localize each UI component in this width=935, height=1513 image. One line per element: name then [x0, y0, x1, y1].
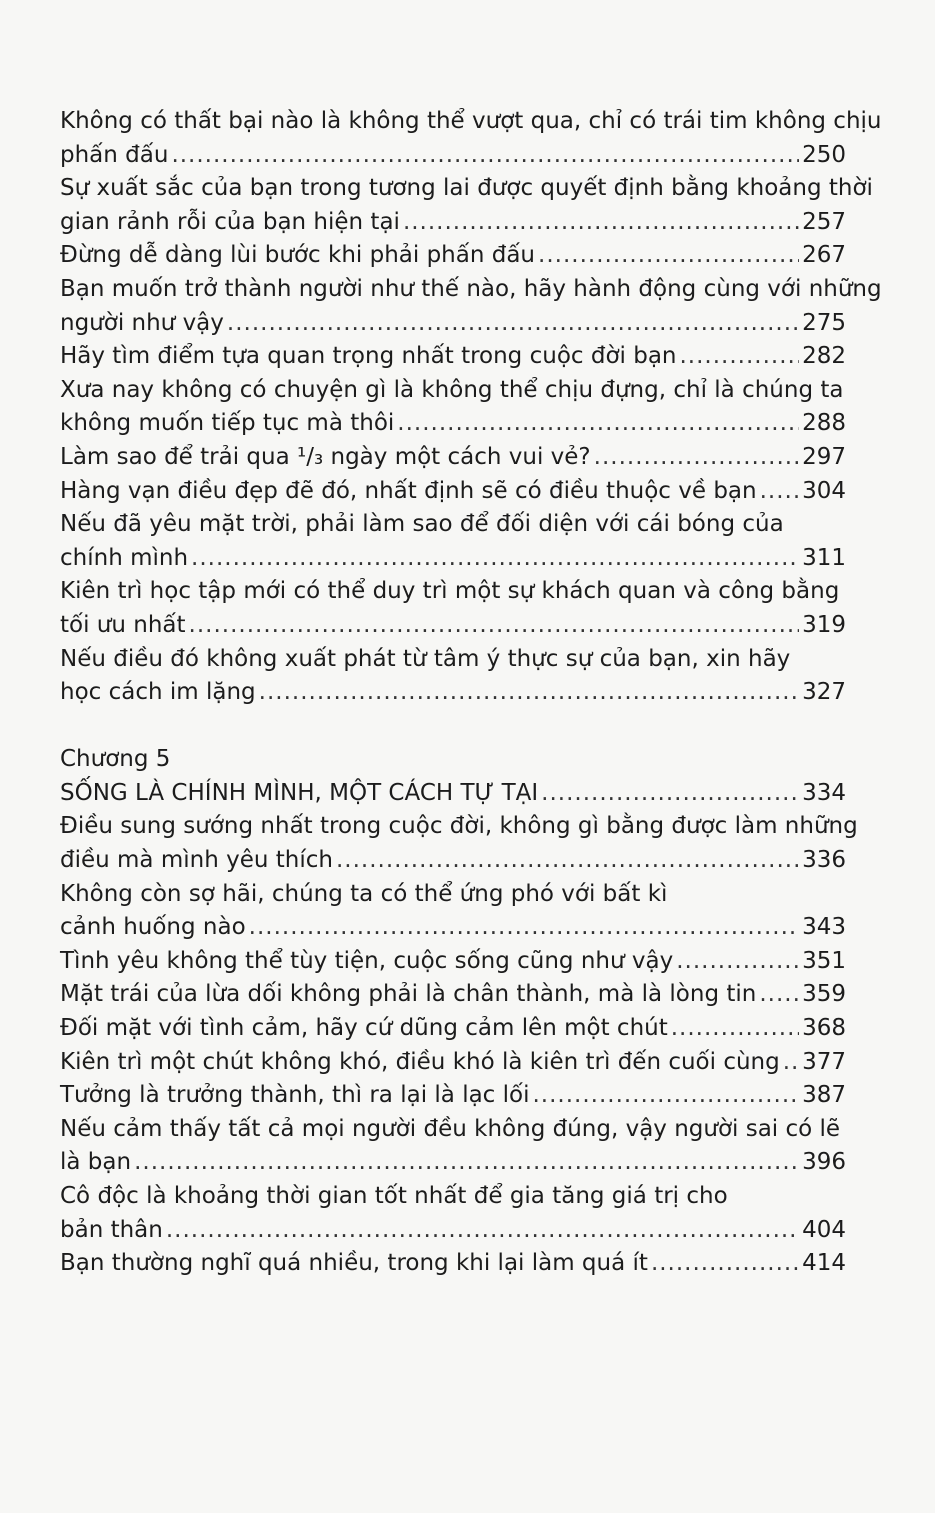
dot-leader — [336, 844, 799, 878]
toc-entry-line — [60, 1146, 846, 1180]
dot-leader — [783, 1046, 799, 1080]
page-number: 288 — [802, 410, 846, 437]
page-number: 336 — [802, 847, 846, 874]
toc-entry-line — [60, 575, 846, 609]
toc-entry-line — [60, 978, 846, 1012]
page-number: 377 — [802, 1048, 846, 1075]
toc-entry — [60, 508, 846, 575]
chapter-title: SỐNG LÀ CHÍNH MÌNH, MỘT CÁCH TỰ TẠI — [60, 779, 539, 806]
toc-entry-line — [60, 542, 846, 576]
page-number: 282 — [802, 343, 846, 370]
toc-entry — [60, 945, 846, 979]
page-number: 343 — [802, 914, 846, 941]
page-number: 257 — [802, 208, 846, 235]
toc-entry-title: Cô độc là khoảng thời gian tốt nhất để gia tăng giá trị cho — [60, 1183, 728, 1209]
page-number: 327 — [802, 679, 846, 706]
toc-entry — [60, 172, 873, 239]
dot-leader — [671, 1012, 799, 1046]
toc-entry-title: Đối mặt với tình cảm, hãy cứ dũng cảm lên một chút — [60, 1015, 668, 1042]
toc-entry-line — [60, 239, 846, 273]
table-of-contents — [60, 105, 882, 1281]
toc-entry — [60, 1079, 846, 1113]
page-number: 267 — [802, 242, 846, 269]
toc-entry-title: Làm sao để trải qua ¹/₃ ngày một cách vui vẻ? — [60, 443, 591, 470]
toc-entry-line — [60, 307, 846, 341]
toc-entry-title: Xưa nay không có chuyện gì là không thể chịu đựng, chỉ là chúng ta — [60, 376, 844, 403]
dot-leader — [680, 340, 800, 374]
dot-leader — [189, 609, 800, 643]
toc-entry — [60, 643, 846, 710]
toc-entry-title: Nếu cảm thấy tất cả mọi người đều không đúng, vậy người sai có lẽ — [60, 1115, 841, 1142]
toc-entry-line — [60, 676, 846, 710]
page-number: 414 — [802, 1250, 846, 1277]
toc-entry-title: không muốn tiếp tục mà thôi — [60, 410, 395, 437]
toc-entry-line — [60, 945, 846, 979]
page-number: 250 — [802, 141, 846, 168]
toc-entry-line — [60, 911, 846, 945]
page-number: 404 — [802, 1216, 846, 1243]
toc-entry-title: phấn đấu — [60, 141, 169, 168]
toc-entry — [60, 374, 846, 441]
toc-entry — [60, 810, 858, 877]
dot-leader — [191, 542, 799, 576]
dot-leader — [227, 307, 799, 341]
toc-entry — [60, 441, 846, 475]
toc-entry-title: Bạn muốn trở thành người như thế nào, hãy hành động cùng với những — [60, 275, 882, 302]
toc-entry — [60, 1046, 846, 1080]
toc-entry-line — [60, 374, 846, 408]
dot-leader — [166, 1214, 799, 1248]
toc-entry-line — [60, 1012, 846, 1046]
toc-entry-title: Hãy tìm điểm tựa quan trọng nhất trong cuộc đời bạn — [60, 343, 677, 370]
toc-entry-title: học cách im lặng — [60, 679, 256, 706]
toc-entry-line — [60, 643, 846, 677]
toc-entry-title: cảnh huống nào — [60, 914, 246, 941]
dot-leader — [651, 1247, 799, 1281]
dot-leader — [259, 676, 799, 710]
toc-entry-title: Mặt trái của lừa dối không phải là chân thành, mà là lòng tin — [60, 981, 757, 1008]
toc-entry — [60, 1113, 846, 1180]
toc-entry-line — [60, 1247, 846, 1281]
dot-leader — [249, 911, 799, 945]
toc-entry-line — [60, 609, 846, 643]
toc-entry-title: tối ưu nhất — [60, 611, 186, 638]
toc-entry — [60, 239, 846, 273]
dot-leader — [676, 945, 799, 979]
toc-section — [60, 105, 882, 710]
toc-entry-title: Kiên trì học tập mới có thể duy trì một sự khách quan và công bằng — [60, 578, 840, 605]
toc-entry-line — [60, 878, 846, 912]
toc-entry-title: Không có thất bại nào là không thể vượt qua, chỉ có trái tim không chịu — [60, 108, 882, 134]
toc-entry — [60, 475, 846, 509]
toc-entry — [60, 340, 846, 374]
toc-entry — [60, 1012, 846, 1046]
toc-entry-title: Nếu đã yêu mặt trời, phải làm sao để đối diện với cái bóng của — [60, 511, 784, 538]
chapter-page-number: 334 — [802, 779, 846, 806]
toc-entry-line — [60, 810, 858, 844]
toc-entry-line — [60, 206, 846, 240]
dot-leader — [538, 239, 799, 273]
page-number: 297 — [802, 443, 846, 470]
toc-entry-line — [60, 1180, 846, 1214]
toc-entry-title: Nếu điều đó không xuất phát từ tâm ý thực sự của bạn, xin hãy — [60, 645, 791, 672]
toc-entry-title: là bạn — [60, 1149, 132, 1176]
toc-entry-line — [60, 1214, 846, 1248]
toc-entry-title: bản thân — [60, 1216, 163, 1243]
toc-entry — [60, 878, 846, 945]
dot-leader — [533, 1079, 800, 1113]
toc-entry-title: người như vậy — [60, 309, 224, 336]
page-number: 311 — [802, 544, 846, 571]
toc-entry-line — [60, 139, 846, 173]
page-number: 319 — [802, 611, 846, 638]
toc-entry-line — [60, 172, 873, 206]
toc-entry-title: Tình yêu không thể tùy tiện, cuộc sống cũng như vậy — [60, 947, 674, 974]
toc-entry-line — [60, 844, 846, 878]
toc-entry-line — [60, 273, 882, 307]
dot-leader — [594, 441, 799, 475]
dot-leader — [397, 407, 799, 441]
dot-leader — [759, 978, 799, 1012]
toc-entry — [60, 1247, 846, 1281]
dot-leader — [541, 777, 799, 811]
toc-entry-title: điều mà mình yêu thích — [60, 847, 333, 874]
toc-entry-title: Hàng vạn điều đẹp đẽ đó, nhất định sẽ có điều thuộc về bạn — [60, 477, 757, 504]
page-number: 275 — [802, 309, 846, 336]
toc-entry-line — [60, 407, 846, 441]
dot-leader — [760, 475, 800, 509]
toc-entry-line — [60, 340, 846, 374]
toc-entry-title: Bạn thường nghĩ quá nhiều, trong khi lại làm quá ít — [60, 1250, 648, 1277]
dot-leader — [134, 1146, 799, 1180]
toc-entry-title: chính mình — [60, 544, 189, 571]
toc-entry — [60, 575, 846, 642]
toc-entry-title: Sự xuất sắc của bạn trong tương lai được quyết định bằng khoảng thời — [60, 175, 873, 202]
toc-entry — [60, 105, 882, 172]
toc-entry-title: Điều sung sướng nhất trong cuộc đời, không gì bằng được làm những — [60, 813, 858, 840]
toc-entry-title: Đừng dễ dàng lùi bước khi phải phấn đấu — [60, 242, 536, 269]
dot-leader — [403, 206, 799, 240]
toc-entry-line — [60, 105, 882, 139]
page-number: 387 — [802, 1082, 846, 1109]
toc-entry-title: Tưởng là trưởng thành, thì ra lại là lạc lối — [60, 1082, 530, 1109]
toc-entry-title: Kiên trì một chút không khó, điều khó là kiên trì đến cuối cùng — [60, 1048, 780, 1075]
toc-entry-title: gian rảnh rỗi của bạn hiện tại — [60, 208, 400, 235]
toc-entry-line — [60, 475, 846, 509]
chapter-title-entry — [60, 777, 846, 811]
toc-entry — [60, 1180, 846, 1247]
chapter-label: Chương 5 — [60, 746, 171, 773]
toc-entry — [60, 273, 882, 340]
toc-entry-line — [60, 441, 846, 475]
dot-leader — [171, 139, 799, 173]
toc-entry-line — [60, 1046, 846, 1080]
page-number: 359 — [802, 981, 846, 1008]
page-number: 304 — [802, 477, 846, 504]
page-number: 351 — [802, 947, 846, 974]
toc-entry-line — [60, 508, 846, 542]
page-number: 396 — [802, 1149, 846, 1176]
toc-entry-line — [60, 1079, 846, 1113]
toc-entry-line — [60, 1113, 846, 1147]
page-number: 368 — [802, 1015, 846, 1042]
toc-entry-title: Không còn sợ hãi, chúng ta có thể ứng phó với bất kì — [60, 880, 668, 907]
toc-entry — [60, 978, 846, 1012]
toc-section — [60, 810, 858, 1280]
